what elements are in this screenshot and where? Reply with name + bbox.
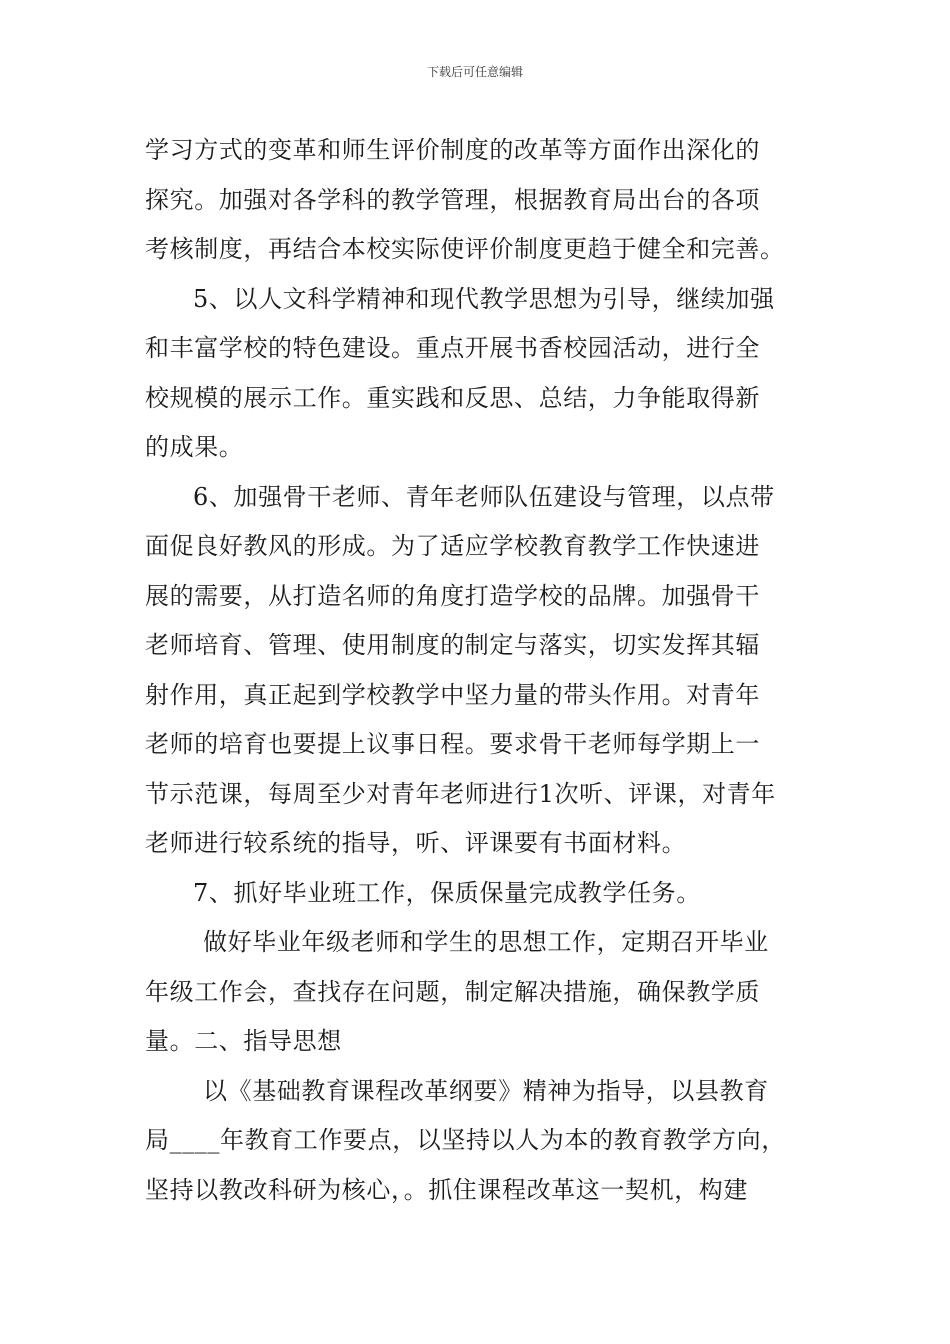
text-line: 面促良好教风的形成。为了适应学校教育教学工作快速进 xyxy=(145,532,760,560)
text-line: 和丰富学校的特色建设。重点开展书香校园活动，进行全 xyxy=(145,334,760,362)
paragraph-start-line: 6、加强骨干老师、青年老师队伍建设与管理，以点带 xyxy=(193,482,775,511)
text-line: 年级工作会，查找存在问题，制定解决措施，确保教学质 xyxy=(145,977,760,1006)
paragraph-start-line: 以《基础教育课程改革纲要》精神为指导，以县教育 xyxy=(203,1076,769,1105)
text-line: 校规模的展示工作。重实践和反思、总结，力争能取得新 xyxy=(145,383,760,412)
text-line: 节示范课，每周至少对青年老师进行1次听、评课，对青年 xyxy=(145,779,776,808)
paragraph-start-line: 5、以人文科学精神和现代教学思想为引导，继续加强 xyxy=(193,284,775,313)
text-line: 探究。加强对各学科的教学管理，根据教育局出台的各项 xyxy=(145,185,760,214)
text-line: 坚持以教改科研为核心，。抓住课程改革这一契机，构建 xyxy=(145,1175,748,1204)
text-line: 射作用，真正起到学校教学中坚力量的带头作用。对青年 xyxy=(145,680,760,709)
text-line: 展的需要，从打造名师的角度打造学校的品牌。加强骨干 xyxy=(145,581,760,610)
paragraph-start-line: 做好毕业年级老师和学生的思想工作，定期召开毕业 xyxy=(203,928,769,956)
text-line: 老师的培育也要提上议事日程。要求骨干老师每学期上一 xyxy=(145,730,760,758)
text-line: 量。二、指导思想 xyxy=(145,1027,342,1055)
page-header: 下载后可任意编辑 xyxy=(426,65,523,79)
text-line: 老师培育、管理、使用制度的制定与落实，切实发挥其辐 xyxy=(145,631,760,659)
text-line: 考核制度，再结合本校实际使评价制度更趋于健全和完善。 xyxy=(145,235,785,263)
paragraph-start-line: 7、抓好毕业班工作，保质保量完成教学任务。 xyxy=(193,878,701,907)
text-line: 学习方式的变革和师生评价制度的改革等方面作出深化的 xyxy=(145,136,760,164)
document-body xyxy=(145,126,825,1215)
text-line: 的成果。 xyxy=(145,433,244,461)
text-line: 老师进行较系统的指导，听、评课要有书面材料。 xyxy=(145,829,687,857)
text-line: 局____年教育工作要点，以坚持以人为本的教育教学方向， xyxy=(145,1126,786,1154)
